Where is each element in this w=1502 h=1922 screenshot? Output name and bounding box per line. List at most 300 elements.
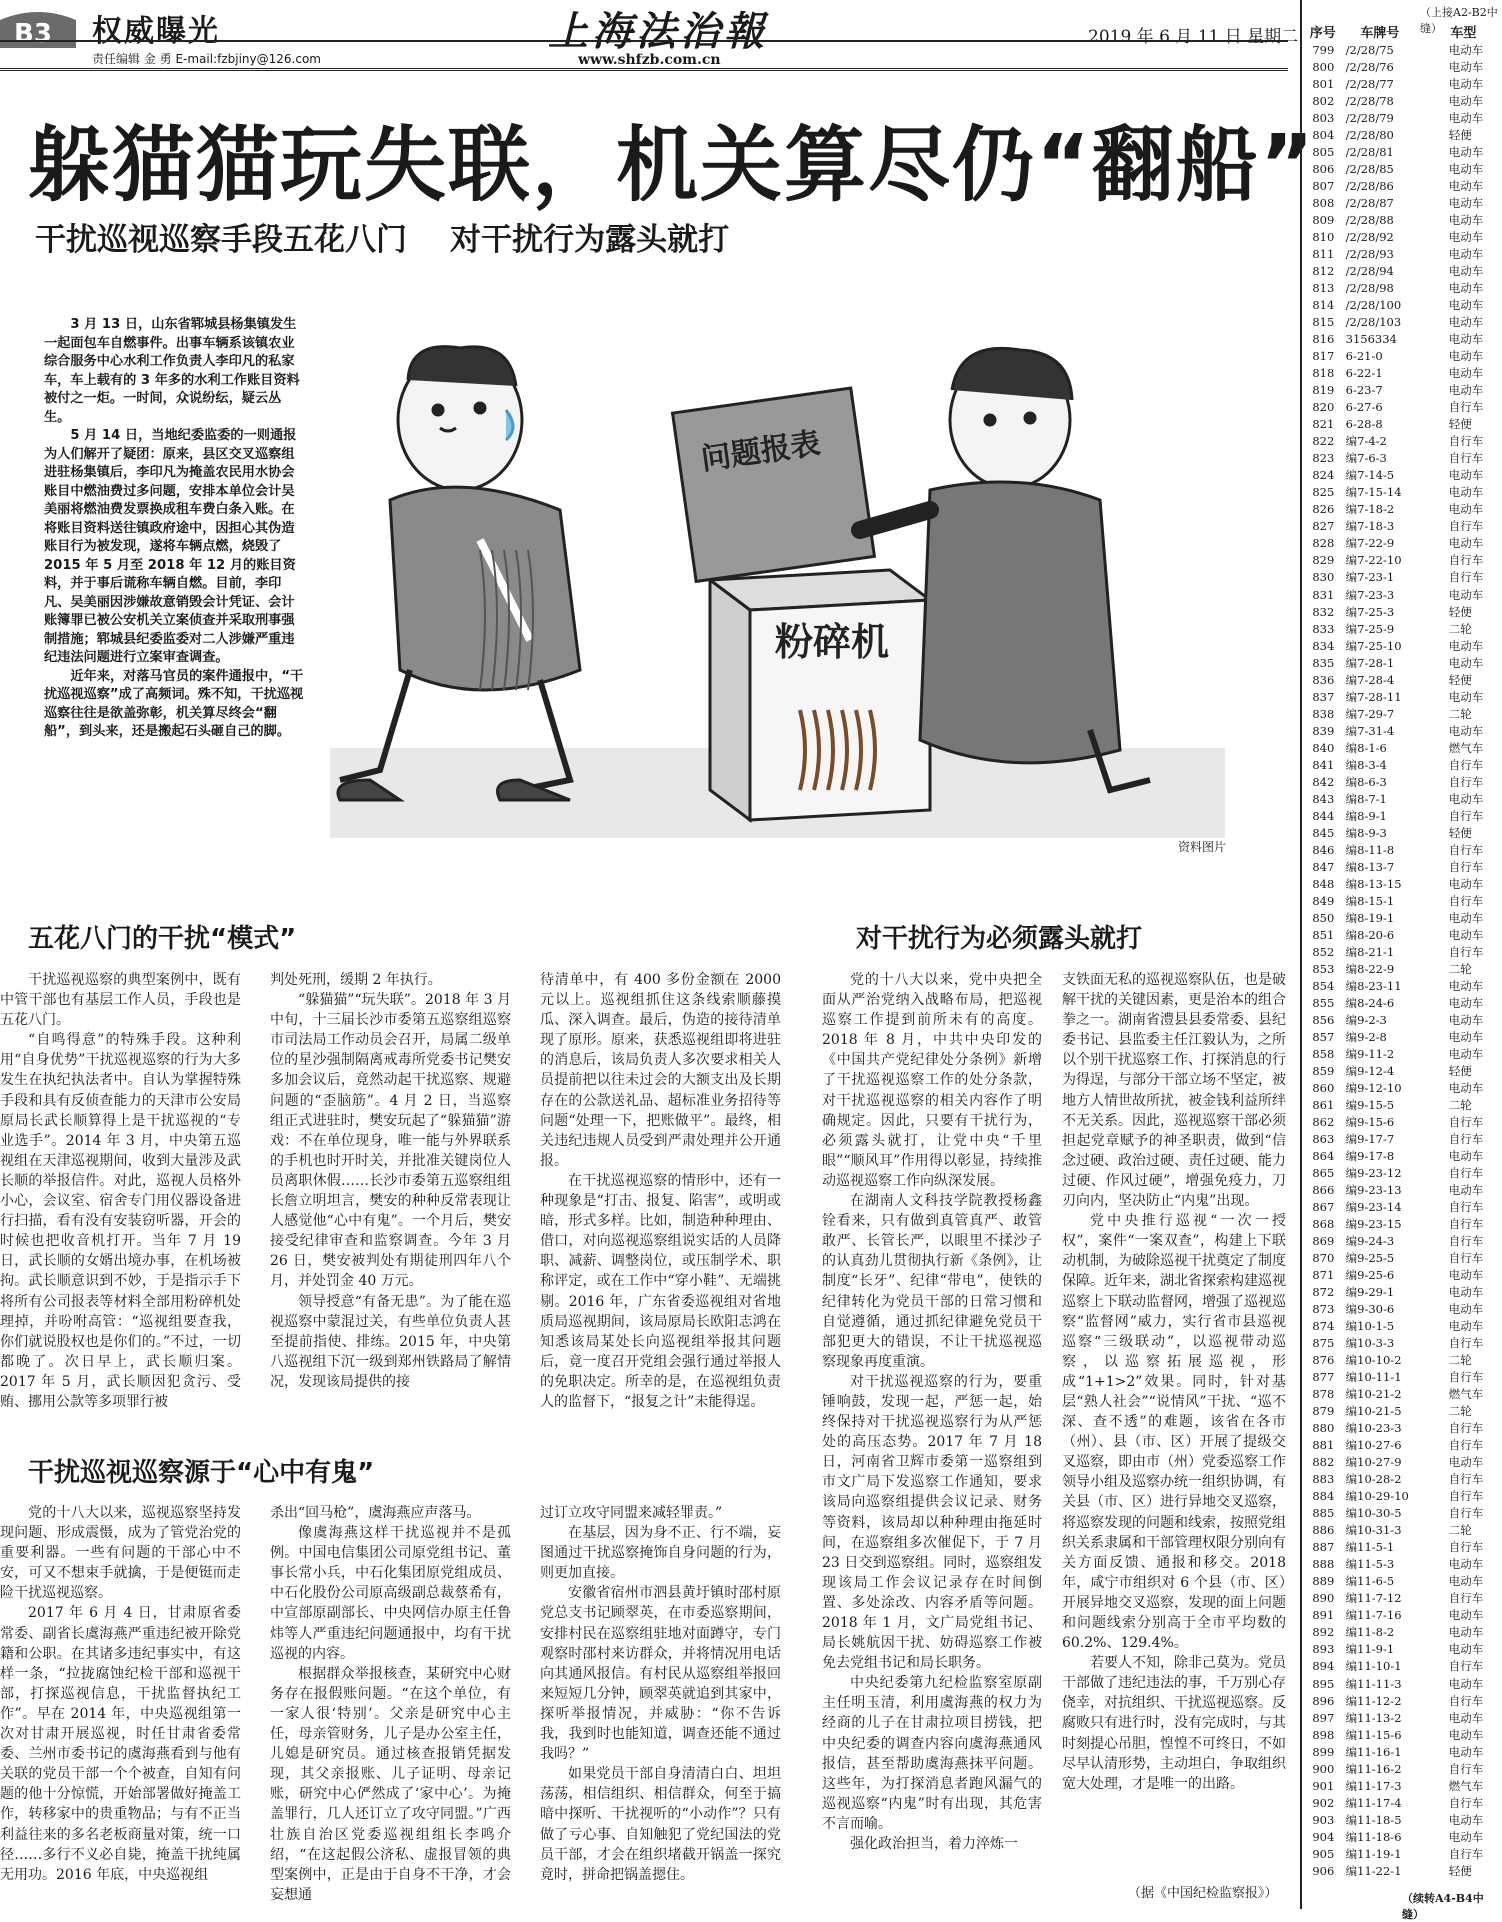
- vehicle-type: 电动车: [1448, 94, 1484, 109]
- vehicle-type: 电动车: [1448, 264, 1484, 279]
- vehicle-type: 电动车: [1448, 1046, 1484, 1061]
- serial-number: 846: [1312, 842, 1335, 857]
- serial-number: 865: [1312, 1166, 1335, 1181]
- table-row: [1305, 1863, 1500, 1880]
- plate-number: 编11-17-4: [1345, 1795, 1402, 1810]
- plate-number: 编11-7-16: [1345, 1608, 1402, 1623]
- vehicle-type: 自行车: [1448, 1591, 1484, 1606]
- paragraph: 干扰巡视巡察的典型案例中，既有中管干部也有基层工作人员，手段也是五花八门。: [0, 972, 241, 1029]
- table-row: [1305, 1182, 1500, 1199]
- plate-number: 编7-18-2: [1345, 502, 1395, 517]
- plate-number: 编9-30-6: [1345, 1302, 1395, 1317]
- table-row: [1305, 1233, 1500, 1250]
- serial-number: 875: [1312, 1336, 1335, 1351]
- vehicle-type: 电动车: [1448, 43, 1484, 57]
- plate-number: 编9-23-15: [1345, 1217, 1402, 1232]
- serial-number: 858: [1312, 1046, 1335, 1061]
- section-heading: 干扰巡视巡察源于“心中有鬼”: [28, 1458, 375, 1488]
- plate-number: 编9-12-4: [1345, 1063, 1395, 1078]
- vehicle-type: 电动车: [1448, 1029, 1484, 1044]
- plate-number: 编11-11-3: [1345, 1676, 1402, 1691]
- plate-number: 编7-18-3: [1345, 519, 1395, 534]
- vehicle-type: 电动车: [1448, 791, 1484, 806]
- vehicle-type: 电动车: [1448, 162, 1484, 177]
- vehicle-type: 电动车: [1448, 332, 1484, 347]
- vehicle-type: 电动车: [1448, 1080, 1484, 1095]
- serial-number: 889: [1312, 1574, 1335, 1589]
- paragraph: 判处死刑，缓期 2 年执行。: [270, 972, 442, 988]
- serial-number: 838: [1312, 706, 1335, 721]
- vehicle-type: 电动车: [1448, 60, 1484, 75]
- vehicle-type: 电动车: [1448, 502, 1484, 517]
- table-row: [1305, 1829, 1500, 1846]
- column-header: 车型: [1450, 26, 1477, 41]
- plate-number: 编10-11-1: [1345, 1370, 1402, 1385]
- vehicle-type: 电动车: [1448, 298, 1484, 313]
- table-row: [1305, 518, 1500, 535]
- table-row: [1305, 110, 1500, 127]
- plate-number: /2/28/79: [1345, 111, 1394, 126]
- article-column: [540, 1503, 781, 1907]
- serial-number: 811: [1312, 247, 1335, 262]
- vehicle-type: 自行车: [1448, 1693, 1484, 1708]
- section-heading: 五花八门的干扰“模式”: [28, 924, 297, 954]
- paragraph: 若要人不知，除非己莫为。党员干部做了违纪违法的事，千万别心存侥幸，对抗组织、干扰巡视巡察。反腐败只有进行时，没有完成时，与其时刻提心吊胆，惶惶不可终日，不如尽早认清形势，主动坦白，争取组织宽大处理，才是唯一的出路。: [1062, 1655, 1286, 1792]
- vehicle-type: 自行车: [1448, 519, 1484, 534]
- serial-number: 829: [1312, 553, 1335, 568]
- serial-number: 905: [1312, 1846, 1335, 1861]
- plate-number: 编8-1-6: [1345, 740, 1387, 755]
- serial-number: 853: [1312, 961, 1335, 976]
- plate-number: 编11-22-1: [1345, 1863, 1402, 1878]
- vehicle-type: 自行车: [1448, 893, 1484, 908]
- serial-number: 825: [1312, 485, 1335, 500]
- serial-number: 800: [1312, 60, 1335, 75]
- vehicle-type: 电动车: [1448, 1608, 1484, 1623]
- table-row: [1305, 1335, 1500, 1352]
- table-row: [1305, 961, 1500, 978]
- plate-number: 编8-19-1: [1345, 910, 1395, 925]
- report-document: [673, 388, 875, 581]
- table-row: [1305, 229, 1500, 246]
- table-row: [1305, 467, 1500, 484]
- serial-number: 864: [1312, 1149, 1335, 1164]
- vehicle-type: 自行车: [1448, 1438, 1484, 1453]
- serial-number: 859: [1312, 1063, 1335, 1078]
- table-row: [1305, 1607, 1500, 1624]
- serial-number: 880: [1312, 1421, 1335, 1436]
- table-row: [1305, 297, 1500, 314]
- vehicle-type: 电动车: [1448, 383, 1484, 398]
- article-column: [822, 970, 1042, 1882]
- table-row: [1305, 1693, 1500, 1710]
- vehicle-type: 自行车: [1448, 757, 1484, 772]
- subheadline: 干扰巡视巡察手段五花八门 对干扰行为露头就打: [35, 222, 730, 258]
- vehicle-type: 自行车: [1448, 1336, 1484, 1351]
- table-row: [1305, 1165, 1500, 1182]
- serial-number: 833: [1312, 621, 1335, 636]
- plate-number: 编8-23-11: [1345, 978, 1402, 993]
- intro-paragraph: 近年来，对落马官员的案件通报中，“干扰巡视巡察”成了高频词。殊不知，干扰巡视巡察往往是欲盖弥彰，机关算尽终会“翻船”，到头来，还是搬起石头砸自己的脚。: [44, 668, 304, 739]
- article-column: [270, 1503, 511, 1907]
- vehicle-type: 电动车: [1448, 927, 1484, 942]
- table-row: [1305, 195, 1500, 212]
- vehicle-type: 燃气车: [1448, 740, 1484, 755]
- image-caption: 资料图片: [1178, 840, 1227, 854]
- table-row: [1305, 365, 1500, 382]
- plate-number: /2/28/81: [1345, 145, 1394, 160]
- table-row: [1305, 1318, 1500, 1335]
- vehicle-type: 电动车: [1448, 349, 1484, 364]
- serial-number: 892: [1312, 1625, 1335, 1640]
- serial-number: 844: [1312, 808, 1335, 823]
- paragraph: 对干扰巡视巡察的行为，要重锤响鼓，发现一起，严惩一起，始终保持对干扰巡视巡察行为从严惩处的高压态势。2017 年 7 月 18 日，河南省卫辉市委第一巡察组到市文广局下发巡察工作通知，要求该局向巡察组提供会议记录、财务等资料，该局却以种种理由拖延时间，在巡察组多次催促下，于 7 月 23 日交到巡察组。同时，巡察组发现该局工作会议记录存在时间倒置、多处涂改、内容矛盾等问题。2018 年 1 月，文广局党组书记、局长姚航因干扰、妨碍巡察工作被免去党组书记和局长职务。: [822, 1373, 1042, 1672]
- serial-number: 854: [1312, 978, 1335, 993]
- vehicle-type: 电动车: [1448, 213, 1484, 228]
- vehicle-type: 自行车: [1448, 1506, 1484, 1521]
- table-row: [1305, 757, 1500, 774]
- vehicle-type: 电动车: [1448, 995, 1484, 1010]
- plate-number: 编7-28-1: [1345, 655, 1395, 670]
- serial-number: 801: [1312, 77, 1335, 92]
- vehicle-type: 自行车: [1448, 1114, 1484, 1129]
- vehicle-type: 电动车: [1448, 1710, 1484, 1725]
- header-rule: [0, 40, 1288, 42]
- plate-number: 编11-16-2: [1345, 1761, 1402, 1776]
- editor-line: 责任编辑 金 勇 E-mail:fzbjiny@126.com: [92, 52, 321, 66]
- table-row: [1305, 723, 1500, 740]
- paragraph: 党中央推行巡视“一次一授权”，案件“一案双查”，构建上下联动机制，为破除巡视干扰奠定了制度保障。近年来，湖北省探索构建巡视巡察上下联动监督网，增强了巡视巡察“监督网”威力，实行省市县巡视巡察“三级联动”，以巡视带动巡察，以巡察拓展巡视，形成“1+1>2”效果。同时，针对基层“熟人社会”“说情风”干扰、“巡不深、查不透”的难题，该省在各市（州）、县（市、区）开展了提级交叉巡察，即由市（州）党委巡察工作领导小组及巡察办统一组织协调，有关县（市、区）进行异地交叉巡察，将巡察发现的问题和线索，按照党组织关系隶属和干部管理权限分别向有关方面反馈、通报和移交。2018 年，咸宁市组织对 6 个县（市、区）开展异地交叉巡察，发现的面上问题和问题线索分别高于全市平均数的 60.2%、129.4%。: [1062, 1213, 1286, 1652]
- serial-number: 818: [1312, 366, 1335, 381]
- plate-number: 编10-23-3: [1345, 1421, 1402, 1436]
- plate-number: 编9-23-13: [1345, 1183, 1402, 1198]
- serial-number: 808: [1312, 196, 1335, 211]
- table-row: [1305, 144, 1500, 161]
- serial-number: 848: [1312, 876, 1335, 891]
- table-row: [1305, 893, 1500, 910]
- plate-number: 编11-17-3: [1345, 1778, 1402, 1793]
- article-column: [540, 970, 781, 1410]
- serial-number: 843: [1312, 791, 1335, 806]
- vehicle-type: 轻便: [1448, 1863, 1472, 1878]
- vehicle-type: 二轮: [1448, 621, 1472, 636]
- plate-number: 编10-10-2: [1345, 1353, 1402, 1368]
- paragraph: 党的十八大以来，党中央把全面从严治党纳入战略布局，把巡视巡察工作提到前所未有的高度。2018 年 8 月，中共中央印发的《中国共产党纪律处分条例》新增了干扰巡视巡察工作的处分条款，对干扰巡视巡察的相关内容作了明确规定。因此，只要有干扰行为，必须露头就打，让党中央“千里眼”“顺风耳”作用得以彰显，持续推动巡视巡察工作向纵深发展。: [822, 972, 1042, 1189]
- vehicle-type: 自行车: [1448, 1251, 1484, 1266]
- serial-number: 815: [1312, 315, 1335, 330]
- vehicle-type: 电动车: [1448, 247, 1484, 262]
- table-row: [1305, 655, 1500, 672]
- table-row: [1305, 621, 1500, 638]
- serial-number: 817: [1312, 349, 1335, 364]
- serial-number: 841: [1312, 757, 1335, 772]
- serial-number: 883: [1312, 1472, 1335, 1487]
- serial-number: 860: [1312, 1080, 1335, 1095]
- vehicle-type: 自行车: [1448, 451, 1484, 466]
- paragraph: 过订立攻守同盟来减轻罪责。”: [540, 1505, 723, 1521]
- serial-number: 851: [1312, 927, 1335, 942]
- table-row: [1305, 944, 1500, 961]
- vehicle-type: 电动车: [1448, 1829, 1484, 1844]
- plate-number: 编8-6-3: [1345, 774, 1387, 789]
- serial-number: 886: [1312, 1523, 1335, 1538]
- serial-number: 899: [1312, 1744, 1335, 1759]
- serial-number: 855: [1312, 995, 1335, 1010]
- serial-number: 813: [1312, 281, 1335, 296]
- plate-number: 编9-17-7: [1345, 1132, 1395, 1146]
- plate-number: 编10-3-3: [1345, 1336, 1395, 1351]
- serial-number: 805: [1312, 145, 1335, 160]
- vehicle-type: 电动车: [1448, 655, 1484, 670]
- plate-number: 编11-18-5: [1345, 1812, 1402, 1827]
- serial-number: 822: [1312, 434, 1335, 449]
- table-row: [1305, 1114, 1500, 1131]
- plate-number: 编7-25-10: [1345, 638, 1402, 653]
- table-row: [1305, 1352, 1500, 1369]
- vehicle-type: 电动车: [1448, 1183, 1484, 1198]
- plate-number: 编11-16-1: [1345, 1744, 1402, 1759]
- plate-number: 编8-21-1: [1345, 944, 1395, 959]
- paragraph: 在基层，因为身不正、行不端，妄图通过干扰巡察掩饰自身问题的行为，则更加直接。: [540, 1525, 781, 1582]
- plate-number: 编11-18-6: [1345, 1829, 1402, 1844]
- table-row: [1305, 1148, 1500, 1165]
- plate-number: 6-28-8: [1345, 417, 1383, 432]
- vehicle-type: 电动车: [1448, 111, 1484, 126]
- table-row: [1305, 1471, 1500, 1488]
- shredder-machine: [710, 570, 930, 820]
- vehicle-type: 电动车: [1448, 366, 1484, 381]
- table-row: [1305, 246, 1500, 263]
- vehicle-type: 电动车: [1448, 315, 1484, 330]
- table-row: [1305, 433, 1500, 450]
- serial-number: 878: [1312, 1387, 1335, 1402]
- newspaper-masthead: 上海法治報: [548, 8, 768, 55]
- plate-number: /2/28/100: [1345, 298, 1402, 313]
- table-row: [1305, 1012, 1500, 1029]
- plate-number: 编7-23-3: [1345, 587, 1395, 602]
- serial-number: 893: [1312, 1642, 1335, 1657]
- table-row: [1305, 1522, 1500, 1539]
- serial-number: 866: [1312, 1183, 1335, 1198]
- plate-number: 编7-25-9: [1345, 621, 1395, 636]
- table-row: [1305, 501, 1500, 518]
- serial-number: 809: [1312, 213, 1335, 228]
- vehicle-type: 轻便: [1448, 825, 1472, 840]
- table-row: [1305, 399, 1500, 416]
- serial-number: 898: [1312, 1727, 1335, 1742]
- plate-number: 编8-13-15: [1345, 876, 1402, 891]
- plate-number: 编7-6-3: [1345, 451, 1387, 466]
- plate-number: 编7-25-3: [1345, 604, 1395, 619]
- table-row: [1305, 1539, 1500, 1556]
- serial-number: 807: [1312, 179, 1335, 194]
- table-row: [1305, 1727, 1500, 1744]
- plate-number: 编9-15-6: [1345, 1114, 1395, 1129]
- table-row: [1305, 1437, 1500, 1454]
- table-row: [1305, 791, 1500, 808]
- serial-number: 816: [1312, 332, 1335, 347]
- plate-number: 编11-15-6: [1345, 1727, 1402, 1742]
- paragraph: “躲猫猫”“玩失联”。2018 年 3 月中旬，十三届长沙市委第五巡察组巡察市司法局工作动员会召开，局属二级单位的星沙强制隔离戒毒所党委书记樊安多加会议后，竟然动起干扰巡察、规避问题的“歪脑筋”。4 月 2 日，当巡察组正式进驻时，樊安玩起了“躲猫猫”游戏：不在单位现身，唯一能与外界联系的手机也时开时关，并批准关键岗位人员离职休假……长沙市委第五巡察组组长詹立明坦言，樊安的种种反常表现让人感觉他“心中有鬼”。一个月后，樊安接受纪律审查和监察调查。今年 3 月 26 日，樊安被判处有期徒刑四年八个月，并处罚金 40 万元。: [270, 992, 511, 1290]
- serial-number: 906: [1312, 1863, 1335, 1878]
- plate-number: /2/28/103: [1345, 315, 1402, 330]
- table-row: [1305, 1267, 1500, 1284]
- serial-number: 870: [1312, 1251, 1335, 1266]
- intro-paragraph: 3 月 13 日，山东省郓城县杨集镇发生一起面包车自燃事件。出事车辆系该镇农业综合服务中心水利工作负责人李印凡的私家车，车上载有的 3 年多的水利工作账目资料被付之一炬。一时间，众说纷纭，疑云丛生。: [44, 317, 300, 425]
- serial-number: 903: [1312, 1812, 1335, 1827]
- table-row: [1305, 1795, 1500, 1812]
- vehicle-type: 电动车: [1448, 1455, 1484, 1470]
- serial-number: 810: [1312, 230, 1335, 245]
- table-row: [1305, 161, 1500, 178]
- plate-number: /2/28/80: [1345, 128, 1394, 143]
- serial-number: 819: [1312, 383, 1335, 398]
- article-column: [270, 970, 511, 1400]
- plate-number: 编11-5-1: [1345, 1540, 1395, 1555]
- serial-number: 863: [1312, 1132, 1335, 1146]
- serial-number: 901: [1312, 1778, 1335, 1793]
- vehicle-table-header: [1305, 22, 1500, 41]
- table-row: [1305, 59, 1500, 76]
- serial-number: 824: [1312, 468, 1335, 483]
- serial-number: 834: [1312, 638, 1335, 653]
- table-row: [1305, 1573, 1500, 1590]
- serial-number: 836: [1312, 672, 1335, 687]
- plate-number: 编7-15-14: [1345, 485, 1402, 500]
- table-row: [1305, 1676, 1500, 1693]
- table-row: [1305, 569, 1500, 586]
- table-row: [1305, 1744, 1500, 1761]
- serial-number: 849: [1312, 893, 1335, 908]
- vehicle-type: 电动车: [1448, 145, 1484, 160]
- article-column: [0, 1503, 241, 1907]
- publication-date: 2019 年 6 月 11 日 星期二: [1088, 27, 1299, 47]
- vehicle-type: 二轮: [1448, 961, 1472, 976]
- paragraph: “自鸣得意”的特殊手段。这种利用“自身优势”干扰巡视巡察的行为大多发生在执纪执法者中。自认为掌握特殊手段和具有反侦查能力的天津市公安局原局长武长顺算得上是干扰巡视的“专业选手”。2014 年 3 月，中央第五巡视组在天津巡视期间，收到大量涉及武长顺的举报信件。对此，巡视人员格外小心，会议室、宿舍专门用仪器设备进行扫描，看有没有安装窃听器，开会的时候也把收音机打开。当年 7 月 19 日，武长顺的女婿出境办事，在机场被拘。武长顺意识到不妙，于是指示手下将所有公司报表等材料全部用粉碎机处理掉，并吩咐高管：“巡视组要查我，你们就说股权也是你们的。”不过，一切都晚了。次日早上，武长顺归案。2017 年 5 月，武长顺因犯贪污、受贿、挪用公款等多项罪行被: [0, 1032, 241, 1410]
- serial-number: 881: [1312, 1438, 1335, 1453]
- plate-number: 编8-13-7: [1345, 859, 1395, 874]
- serial-number: 872: [1312, 1285, 1335, 1300]
- plate-number: 编10-30-5: [1345, 1506, 1402, 1521]
- plate-number: 编10-21-2: [1345, 1387, 1402, 1402]
- plate-number: 编11-6-5: [1345, 1574, 1395, 1589]
- website-url[interactable]: www.shfzb.com.cn: [578, 52, 721, 68]
- plate-number: 编10-27-6: [1345, 1438, 1402, 1453]
- plate-number: 编9-17-8: [1345, 1149, 1395, 1164]
- shredder-label: 粉碎机: [775, 620, 890, 664]
- serial-number: 828: [1312, 536, 1335, 551]
- table-row: [1305, 1505, 1500, 1522]
- plate-number: /2/28/77: [1345, 77, 1394, 92]
- plate-number: 编8-3-4: [1345, 757, 1387, 772]
- table-row: [1305, 535, 1500, 552]
- vehicle-type: 电动车: [1448, 638, 1484, 653]
- table-row: [1305, 1710, 1500, 1727]
- vehicle-type: 电动车: [1448, 1812, 1484, 1827]
- vehicle-type: 电动车: [1448, 281, 1484, 296]
- vehicle-type: 自行车: [1448, 400, 1484, 415]
- vehicle-type: 电动车: [1448, 1574, 1484, 1589]
- plate-number: 编8-20-6: [1345, 927, 1395, 942]
- serial-number: 877: [1312, 1370, 1335, 1385]
- plate-number: 编11-8-2: [1345, 1625, 1395, 1640]
- header-double-rule: [0, 68, 1288, 71]
- vehicle-type: 自行车: [1448, 1370, 1484, 1385]
- section-heading: 对干扰行为必须露头就打: [856, 924, 1143, 954]
- vehicle-type: 二轮: [1448, 706, 1472, 721]
- plate-number: 编8-7-1: [1345, 791, 1387, 806]
- vehicle-table-body: [1305, 42, 1500, 1880]
- vehicle-type: 二轮: [1448, 1097, 1472, 1112]
- vehicle-type: 自行车: [1448, 1132, 1484, 1146]
- table-row: [1305, 450, 1500, 467]
- plate-number: 6-21-0: [1345, 349, 1383, 364]
- vehicle-type: 自行车: [1448, 1761, 1484, 1776]
- vehicle-type: 自行车: [1448, 1217, 1484, 1232]
- article-column: [1062, 970, 1286, 1882]
- column-header: 序号: [1309, 26, 1336, 41]
- table-row: [1305, 348, 1500, 365]
- serial-number: 802: [1312, 94, 1335, 109]
- table-row: [1305, 910, 1500, 927]
- paragraph: 安徽省宿州市泗县黄圩镇时邵村原党总支书记顾翠英，在市委巡察期间，安排村民在巡察组驻地对面蹲守，专门观察时邵村来访群众，并将情况用电话向其通风报信。有村民从巡察组举报回来短短几分钟，顾翠英就追到其家中，探听举报情况，并威胁：“你不告诉我，我到时也能知道，调查还能不通过我吗？”: [540, 1585, 781, 1763]
- intro-paragraph: 5 月 14 日，当地纪委监委的一则通报为人们解开了疑团：原来，县区交叉巡察组进驻杨集镇后，李印凡为掩盖农民用水协会账目中燃油费过多问题，安排本单位会计吴美丽将燃油费发票换成租车费白条入账。在将账目资料送往镇政府途中，因担心其伪造账目行为被发现，遂将车辆点燃，烧毁了 2015 年 5 月至 2018 年 12 月的账目资料，并于事后谎称车辆自燃。目前，李印凡、吴美丽因涉嫌故意销毁会计凭证、会计账簿罪已被公安机关立案侦查并采取刑事强制措施；郓城县纪委监委对二人涉嫌严重违纪违法问题进行立案审查调查。: [44, 428, 297, 665]
- serial-number: 845: [1312, 825, 1335, 840]
- vehicle-type: 自行车: [1448, 1489, 1484, 1504]
- source-credit: （据《中国纪检监察报》）: [1128, 1886, 1278, 1901]
- paragraph: 在湖南人文科技学院教授杨鑫铨看来，只有做到真管真严、敢管敢严、长管长严，以眼里不揉沙子的认真劲儿贯彻执行新《条例》，让制度“长牙”、纪律“带电”，使铁的纪律转化为党员干部的日常习惯和自觉遵循，通过抓纪律避免党员干部犯更大的错误，不让干扰巡视巡察现象再度重演。: [822, 1193, 1042, 1370]
- plate-number: 6-27-6: [1345, 400, 1383, 415]
- table-row: [1305, 331, 1500, 348]
- plate-number: 编7-22-9: [1345, 536, 1395, 551]
- intro-block: [44, 316, 306, 742]
- serial-number: 799: [1312, 43, 1335, 57]
- table-row: [1305, 93, 1500, 110]
- vehicle-type: 电动车: [1448, 1319, 1484, 1334]
- serial-number: 895: [1312, 1676, 1335, 1691]
- vehicle-type: 电动车: [1448, 179, 1484, 194]
- paragraph: 杀出“回马枪”，虞海燕应声落马。: [270, 1505, 481, 1521]
- table-row: [1305, 1097, 1500, 1114]
- vehicle-type: 电动车: [1448, 689, 1484, 704]
- plate-number: 编9-2-3: [1345, 1012, 1387, 1027]
- article-column: [0, 970, 241, 1410]
- plate-number: /2/28/98: [1345, 281, 1394, 296]
- plate-number: 编10-21-5: [1345, 1404, 1402, 1419]
- table-row: [1305, 1488, 1500, 1505]
- plate-number: 编8-9-3: [1345, 825, 1387, 840]
- column-header: 车牌号: [1360, 26, 1400, 41]
- table-row: [1305, 1641, 1500, 1658]
- plate-number: 编11-19-1: [1345, 1846, 1402, 1861]
- paragraph: 在干扰巡视巡察的情形中，还有一种现象是“打击、报复、陷害”，或明或暗，形式多样。比如，制造种种理由、借口，对向巡视巡察组说实话的人员降职、减薪、调整岗位，或压制学术、职称评定，或在工作中“穿小鞋”、无端挑剔。2016 年，广东省委巡视组对省地质局巡视期间，该局原局长欧阳志鸿在知悉该局某处长向巡视组举报其问题后，竟一度召开党组会强行通过举报人的免职决定。所幸的是，在巡视组负责人的监督下，“报复之计”未能得逞。: [540, 1172, 781, 1410]
- plate-number: /2/28/76: [1345, 60, 1394, 75]
- vehicle-type: 电动车: [1448, 485, 1484, 500]
- table-row: [1305, 382, 1500, 399]
- serial-number: 887: [1312, 1540, 1335, 1555]
- table-row: [1305, 995, 1500, 1012]
- serial-number: 879: [1312, 1404, 1335, 1419]
- vehicle-type: 电动车: [1448, 1642, 1484, 1657]
- serial-number: 885: [1312, 1506, 1335, 1521]
- serial-number: 894: [1312, 1659, 1335, 1674]
- table-row: [1305, 1369, 1500, 1386]
- table-row: [1305, 1046, 1500, 1063]
- vehicle-type: 自行车: [1448, 570, 1484, 585]
- vehicle-type: 轻便: [1448, 128, 1472, 143]
- plate-number: 编7-31-4: [1345, 723, 1395, 738]
- table-row: [1305, 1846, 1500, 1863]
